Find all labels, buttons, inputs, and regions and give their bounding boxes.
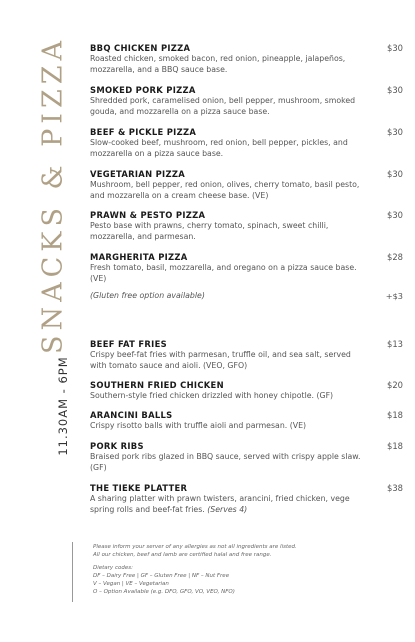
gluten-free-note <box>90 291 405 300</box>
gluten-free-price: +$3 <box>385 291 403 301</box>
item-name: PRAWN & PESTO PIZZA <box>90 210 206 220</box>
dietary-code-line: O – Option Available (e.g. DFO, GFO, VO, VEO, NFO) <box>93 589 235 595</box>
item-price: $30 <box>387 127 403 137</box>
section-title: SNACKS & PIZZA <box>37 36 69 354</box>
item-description: Southern-style fried chicken drizzled with honey chipotle. (GF) <box>90 391 334 400</box>
menu-item-bbq-chicken-pizza <box>90 43 405 76</box>
menu-item-arancini-balls <box>90 410 405 432</box>
item-price: $30 <box>387 169 403 179</box>
item-price: $30 <box>387 210 403 220</box>
menu-item-vegetarian-pizza <box>90 169 405 202</box>
menu-item-margherita-pizza <box>90 252 405 285</box>
item-description: Roasted chicken, smoked bacon, red onion, pineapple, jalapeños, mozzarella, and a BBQ sauce base. <box>90 54 346 74</box>
footer-divider <box>72 542 73 602</box>
menu-item-beef-fat-fries <box>90 339 405 372</box>
item-description: Crispy risotto balls with truffle aioli and parmesan. (VE) <box>90 421 307 430</box>
item-price: $18 <box>387 441 403 451</box>
item-name: PORK RIBS <box>90 441 144 451</box>
item-description: Mushroom, bell pepper, red onion, olives, cherry tomato, basil pesto, and mozzarella on a cream cheese base. (VE) <box>90 180 360 200</box>
item-name: THE TIEKE PLATTER <box>90 483 188 493</box>
menu-item-pork-ribs <box>90 441 405 474</box>
footer-notes <box>93 543 393 596</box>
serves-note: (Serves 4) <box>207 504 248 514</box>
item-price: $13 <box>387 339 403 349</box>
menu-item-smoked-pork-pizza <box>90 85 405 118</box>
dietary-code-line: V – Vegan | VE – Vegetarian <box>93 581 169 587</box>
item-price: $28 <box>387 252 403 262</box>
menu-item-beef-pickle-pizza <box>90 127 405 160</box>
item-price: $18 <box>387 410 403 420</box>
menu-item-prawn-pesto-pizza <box>90 210 405 243</box>
halal-notice: All our chicken, beef and lamb are certified halal and free range. <box>93 552 272 558</box>
item-name: ARANCINI BALLS <box>90 410 173 420</box>
item-description: Shredded pork, caramelised onion, bell pepper, mushroom, smoked gouda, and mozzarella on a pizza sauce base. <box>90 96 356 116</box>
menu-item-tieke-platter <box>90 483 405 516</box>
service-hours: 11.30AM - 6PM <box>56 356 70 456</box>
item-price: $38 <box>387 483 403 493</box>
item-name: VEGETARIAN PIZZA <box>90 169 185 179</box>
gluten-free-label: (Gluten free option available) <box>90 291 205 300</box>
dietary-code-line: DF – Dairy Free | GF – Gluten Free | NF – Nut Free <box>93 573 230 579</box>
item-price: $30 <box>387 85 403 95</box>
item-name: BEEF & PICKLE PIZZA <box>90 127 197 137</box>
item-description: Crispy beef-fat fries with parmesan, truffle oil, and sea salt, served with tomato sauce and aioli. (VEO, GFO) <box>90 350 351 370</box>
item-price: $30 <box>387 43 403 53</box>
menu-item-southern-fried-chicken <box>90 380 405 402</box>
dietary-codes-title: Dietary codes: <box>93 565 133 571</box>
item-description: A sharing platter with prawn twisters, arancini, fried chicken, vege spring rolls and beef-fat fries. (Serves 4) <box>90 494 350 514</box>
allergy-notice: Please inform your server of any allergies as not all ingredients are listed. <box>93 544 297 550</box>
item-name: MARGHERITA PIZZA <box>90 252 188 262</box>
item-description: Pesto base with prawns, cherry tomato, spinach, sweet chilli, mozzarella, and parmesan. <box>90 221 329 241</box>
item-description: Fresh tomato, basil, mozzarella, and oregano on a pizza sauce base. (VE) <box>90 263 357 283</box>
item-price: $20 <box>387 380 403 390</box>
item-name: BBQ CHICKEN PIZZA <box>90 43 191 53</box>
item-name: BEEF FAT FRIES <box>90 339 167 349</box>
item-name: SOUTHERN FRIED CHICKEN <box>90 380 224 390</box>
item-name: SMOKED PORK PIZZA <box>90 85 196 95</box>
item-description: Slow-cooked beef, mushroom, red onion, bell pepper, pickles, and mozzarella on a pizza sauce base. <box>90 138 348 158</box>
item-description: Braised pork ribs glazed in BBQ sauce, served with crispy apple slaw. (GF) <box>90 452 361 472</box>
